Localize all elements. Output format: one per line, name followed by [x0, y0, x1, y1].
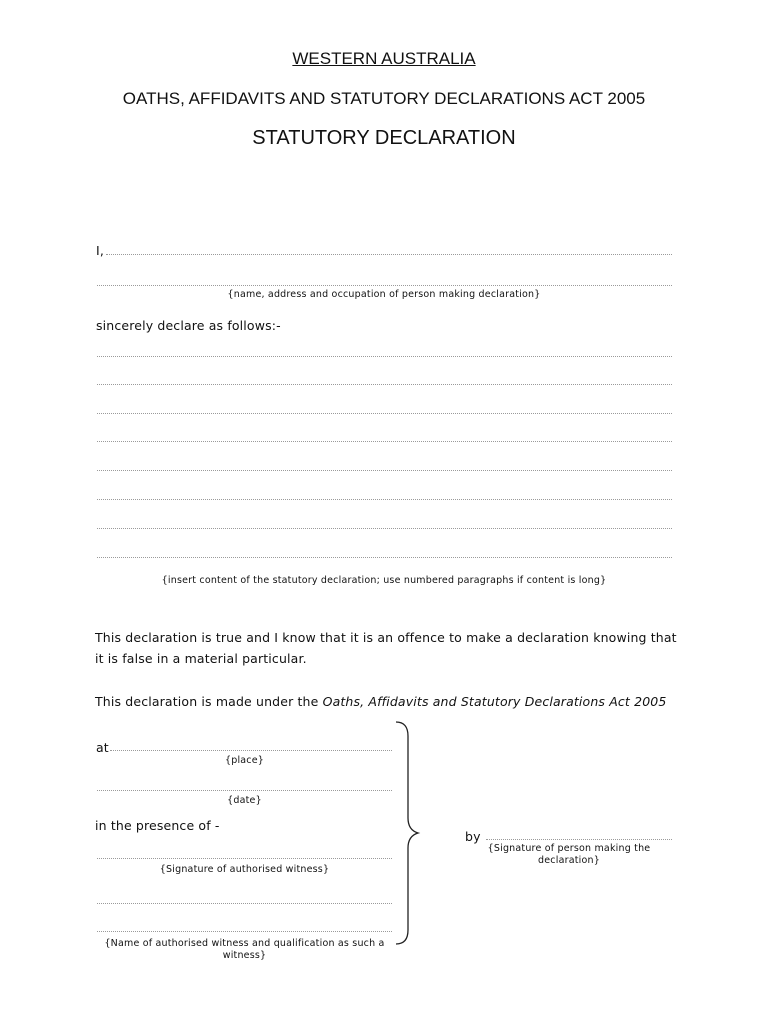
- made-under-prefix: This declaration is made under the: [95, 694, 323, 709]
- content-line-3[interactable]: [97, 413, 672, 414]
- truth-statement-line-1: This declaration is true and I know that it is an offence to make a declaration knowing that: [95, 630, 677, 645]
- content-line-5[interactable]: [97, 470, 672, 471]
- witness-signature-caption: {Signature of authorised witness}: [159, 864, 330, 875]
- content-line-4[interactable]: [97, 441, 672, 442]
- witness-name-line-1[interactable]: [97, 903, 392, 904]
- by-label: by: [465, 829, 481, 844]
- date-line[interactable]: [97, 790, 392, 791]
- content-line-7[interactable]: [97, 528, 672, 529]
- declarant-signature-caption-line-1: {Signature of person making the: [487, 843, 651, 854]
- declarant-signature-line[interactable]: [486, 839, 672, 840]
- declarant-line-2[interactable]: [97, 285, 672, 286]
- witness-name-line-2[interactable]: [97, 931, 392, 932]
- content-line-8[interactable]: [97, 557, 672, 558]
- act-heading: OATHS, AFFIDAVITS AND STATUTORY DECLARATIONS ACT 2005: [122, 89, 646, 108]
- content-line-1[interactable]: [97, 356, 672, 357]
- at-label: at: [96, 740, 109, 755]
- truth-statement-line-2: it is false in a material particular.: [95, 651, 307, 666]
- grouping-brace: [394, 720, 424, 946]
- declarant-prefix: I,: [96, 243, 104, 258]
- place-line[interactable]: [110, 750, 392, 751]
- declarant-line-1[interactable]: [106, 254, 672, 255]
- act-name: Oaths, Affidavits and Statutory Declarations Act 2005: [322, 694, 667, 709]
- declarant-caption: {name, address and occupation of person making declaration}: [227, 289, 541, 300]
- document-title: STATUTORY DECLARATION: [252, 127, 516, 149]
- content-line-6[interactable]: [97, 499, 672, 500]
- content-intro: sincerely declare as follows:-: [96, 318, 281, 333]
- date-caption: {date}: [227, 795, 262, 806]
- content-line-2[interactable]: [97, 384, 672, 385]
- made-under-statement: [95, 694, 667, 709]
- witness-name-caption-line-2: witness}: [222, 950, 267, 961]
- presence-label: in the presence of -: [95, 818, 220, 833]
- witness-signature-line[interactable]: [97, 858, 392, 859]
- declarant-signature-caption-line-2: declaration}: [538, 855, 600, 866]
- witness-name-caption-line-1: {Name of authorised witness and qualification as such a: [104, 938, 385, 949]
- jurisdiction-heading: WESTERN AUSTRALIA: [292, 49, 476, 68]
- place-caption: {place}: [224, 755, 265, 766]
- content-caption: {insert content of the statutory declaration; use numbered paragraphs if content is long}: [161, 575, 607, 586]
